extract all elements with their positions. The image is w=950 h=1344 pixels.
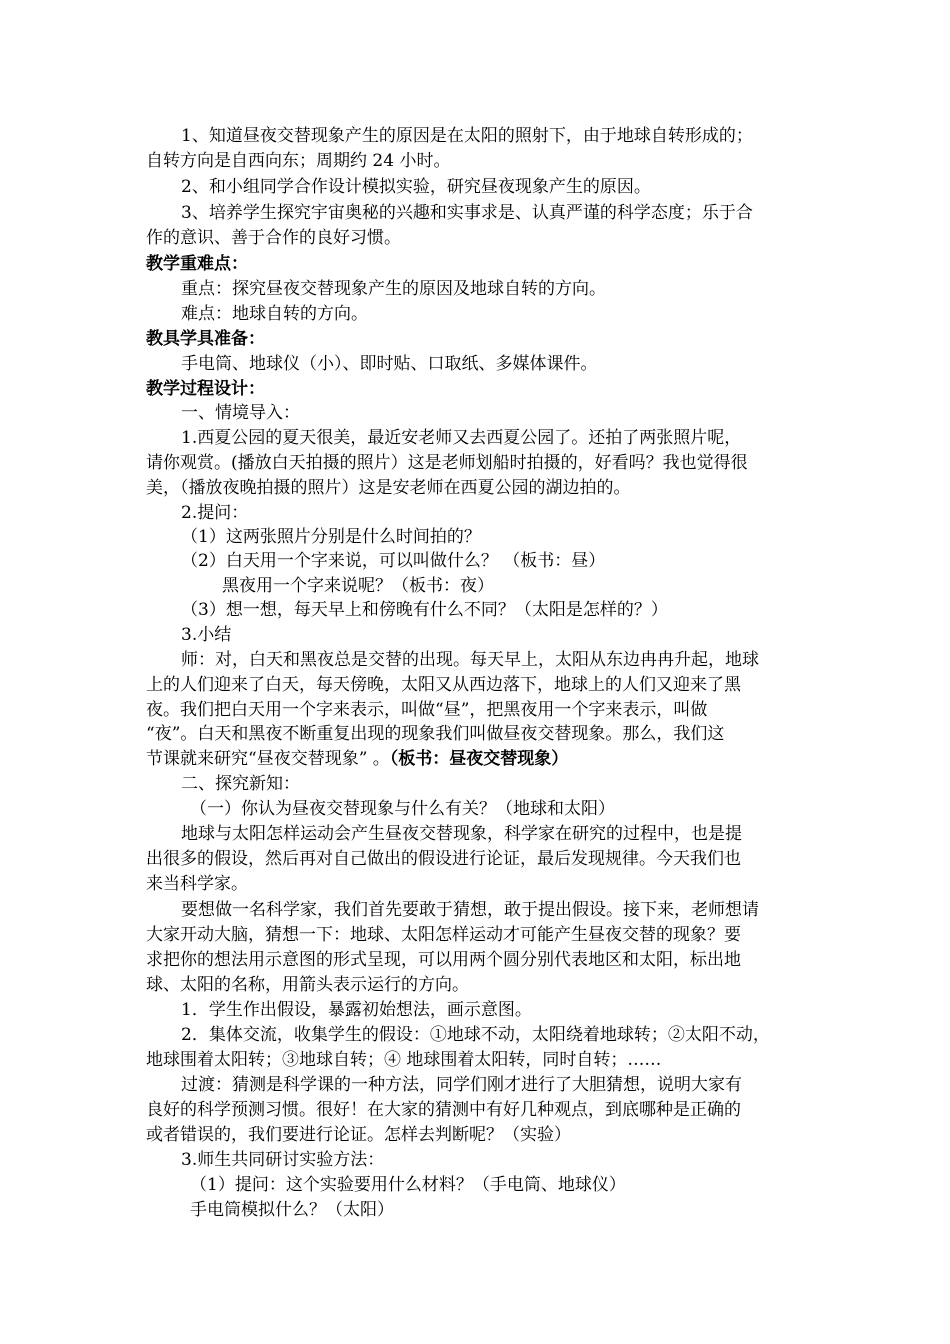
difficult-point: 难点：地球自转的方向。 [181, 304, 368, 324]
step-2-line-1: 2．集体交流，收集学生的假设：①地球不动，太阳绕着地球转；②太阳不动， [181, 1025, 770, 1045]
section-1-title: 一、情境导入： [181, 403, 300, 423]
objective-1-line-2: 自转方向是自西向东；周期约 24 小时。 [146, 151, 451, 171]
question-2: （2）白天用一个字来说，可以叫做什么？ （板书：昼） [181, 551, 606, 571]
summary-line-2: 上的人们迎来了白天，每天傍晚，太阳又从西边落下，地球上的人们又迎来了黑 [146, 675, 741, 695]
summary-line-1: 师：对，白天和黑夜总是交替的出现。每天早上，太阳从东边冉冉升起，地球 [181, 650, 759, 670]
transition-line-3: 或者错误的，我们要进行论证。怎样去判断呢？（实验） [146, 1125, 571, 1145]
objective-2: 2、和小组同学合作设计模拟实验，研究昼夜现象产生的原因。 [181, 177, 651, 197]
question-3: （3）想一想，每天早上和傍晚有什么不同？（太阳是怎样的？） [181, 600, 668, 620]
step-3-question-1-followup: 手电筒模拟什么？（太阳） [190, 1200, 394, 1220]
section-2-title: 二、探究新知： [181, 774, 300, 794]
intro-para-line-1: 1.西夏公园的夏天很美，最近安老师又去西夏公园了。还拍了两张照片呢， [181, 428, 742, 448]
heading-key-difficult-points: 教学重难点： [146, 254, 248, 274]
hypothesis-para-line-3: 求把你的想法用示意图的形式呈现，可以用两个圆分别代表地区和太阳，标出地 [146, 950, 741, 970]
scientist-para-line-2: 出很多的假设，然后再对自己做出的假设进行论证，最后发现规律。今天我们也 [146, 849, 741, 869]
hypothesis-para-line-4: 球、太阳的名称，用箭头表示运行的方向。 [146, 975, 469, 995]
key-point: 重点：探究昼夜交替现象产生的原因及地球自转的方向。 [181, 279, 606, 299]
blackboard-note: （板书：昼夜交替现象） [389, 749, 569, 769]
summary-heading: 3.小结 [181, 625, 232, 645]
scientist-para-line-3: 来当科学家。 [146, 874, 248, 894]
intro-para-line-3: 美，（播放夜晚拍摄的照片）这是安老师在西夏公园的湖边拍的。 [146, 478, 631, 498]
summary-line-4: “夜”。白天和黑夜不断重复出现的现象我们叫做昼夜交替现象。那么，我们这 [146, 724, 725, 744]
subsection-1-title: （一）你认为昼夜交替现象与什么有关？（地球和太阳） [190, 799, 615, 819]
step-2-line-2: 地球围着太阳转；③地球自转；④ 地球围着太阳转，同时自转；…… [146, 1050, 662, 1070]
summary-line-3: 夜。我们把白天用一个字来表示，叫做“昼”，把黑夜用一个字来表示，叫做 [146, 700, 708, 720]
step-3-question-1: （1）提问：这个实验要用什么材料？（手电筒、地球仪） [190, 1175, 626, 1195]
hypothesis-para-line-1: 要想做一名科学家，我们首先要敢于猜想，敢于提出假设。接下来，老师想请 [181, 900, 759, 920]
question-heading: 2.提问： [181, 503, 249, 523]
question-1: （1）这两张照片分别是什么时间拍的？ [181, 527, 481, 547]
transition-line-2: 良好的科学预测习惯。很好！在大家的猜测中有好几种观点，到底哪种是正确的 [146, 1100, 741, 1120]
summary-line-5 [146, 747, 568, 771]
heading-materials: 教具学具准备： [146, 329, 265, 349]
question-2-followup: 黑夜用一个字来说呢？（板书：夜） [222, 576, 494, 596]
objective-1-line-1: 1、知道昼夜交替现象产生的原因是在太阳的照射下，由于地球自转形成的； [181, 126, 753, 146]
heading-teaching-process: 教学过程设计： [146, 379, 265, 399]
scientist-para-line-1: 地球与太阳怎样运动会产生昼夜交替现象，科学家在研究的过程中，也是提 [181, 824, 742, 844]
summary-line-5-text: 节课就来研究“昼夜交替现象” 。 [146, 749, 390, 769]
step-1: 1．学生作出假设，暴露初始想法，画示意图。 [181, 1000, 532, 1020]
transition-line-1: 过渡：猜测是科学课的一种方法，同学们刚才进行了大胆猜想，说明大家有 [181, 1075, 742, 1095]
objective-3-line-1: 3、培养学生探究宇宙奥秘的兴趣和实事求是、认真严谨的科学态度；乐于合 [181, 203, 753, 223]
intro-para-line-2: 请你观赏。(播放白天拍摄的照片）这是老师划船时拍摄的，好看吗？我也觉得很 [146, 453, 748, 473]
objective-3-line-2: 作的意识、善于合作的良好习惯。 [146, 228, 401, 248]
step-3: 3.师生共同研讨实验方法： [181, 1150, 385, 1170]
materials-list: 手电筒、地球仪（小）、即时贴、口取纸、多媒体课件。 [181, 354, 598, 374]
hypothesis-para-line-2: 大家开动大脑，猜想一下：地球、太阳怎样运动才可能产生昼夜交替的现象？要 [146, 925, 741, 945]
